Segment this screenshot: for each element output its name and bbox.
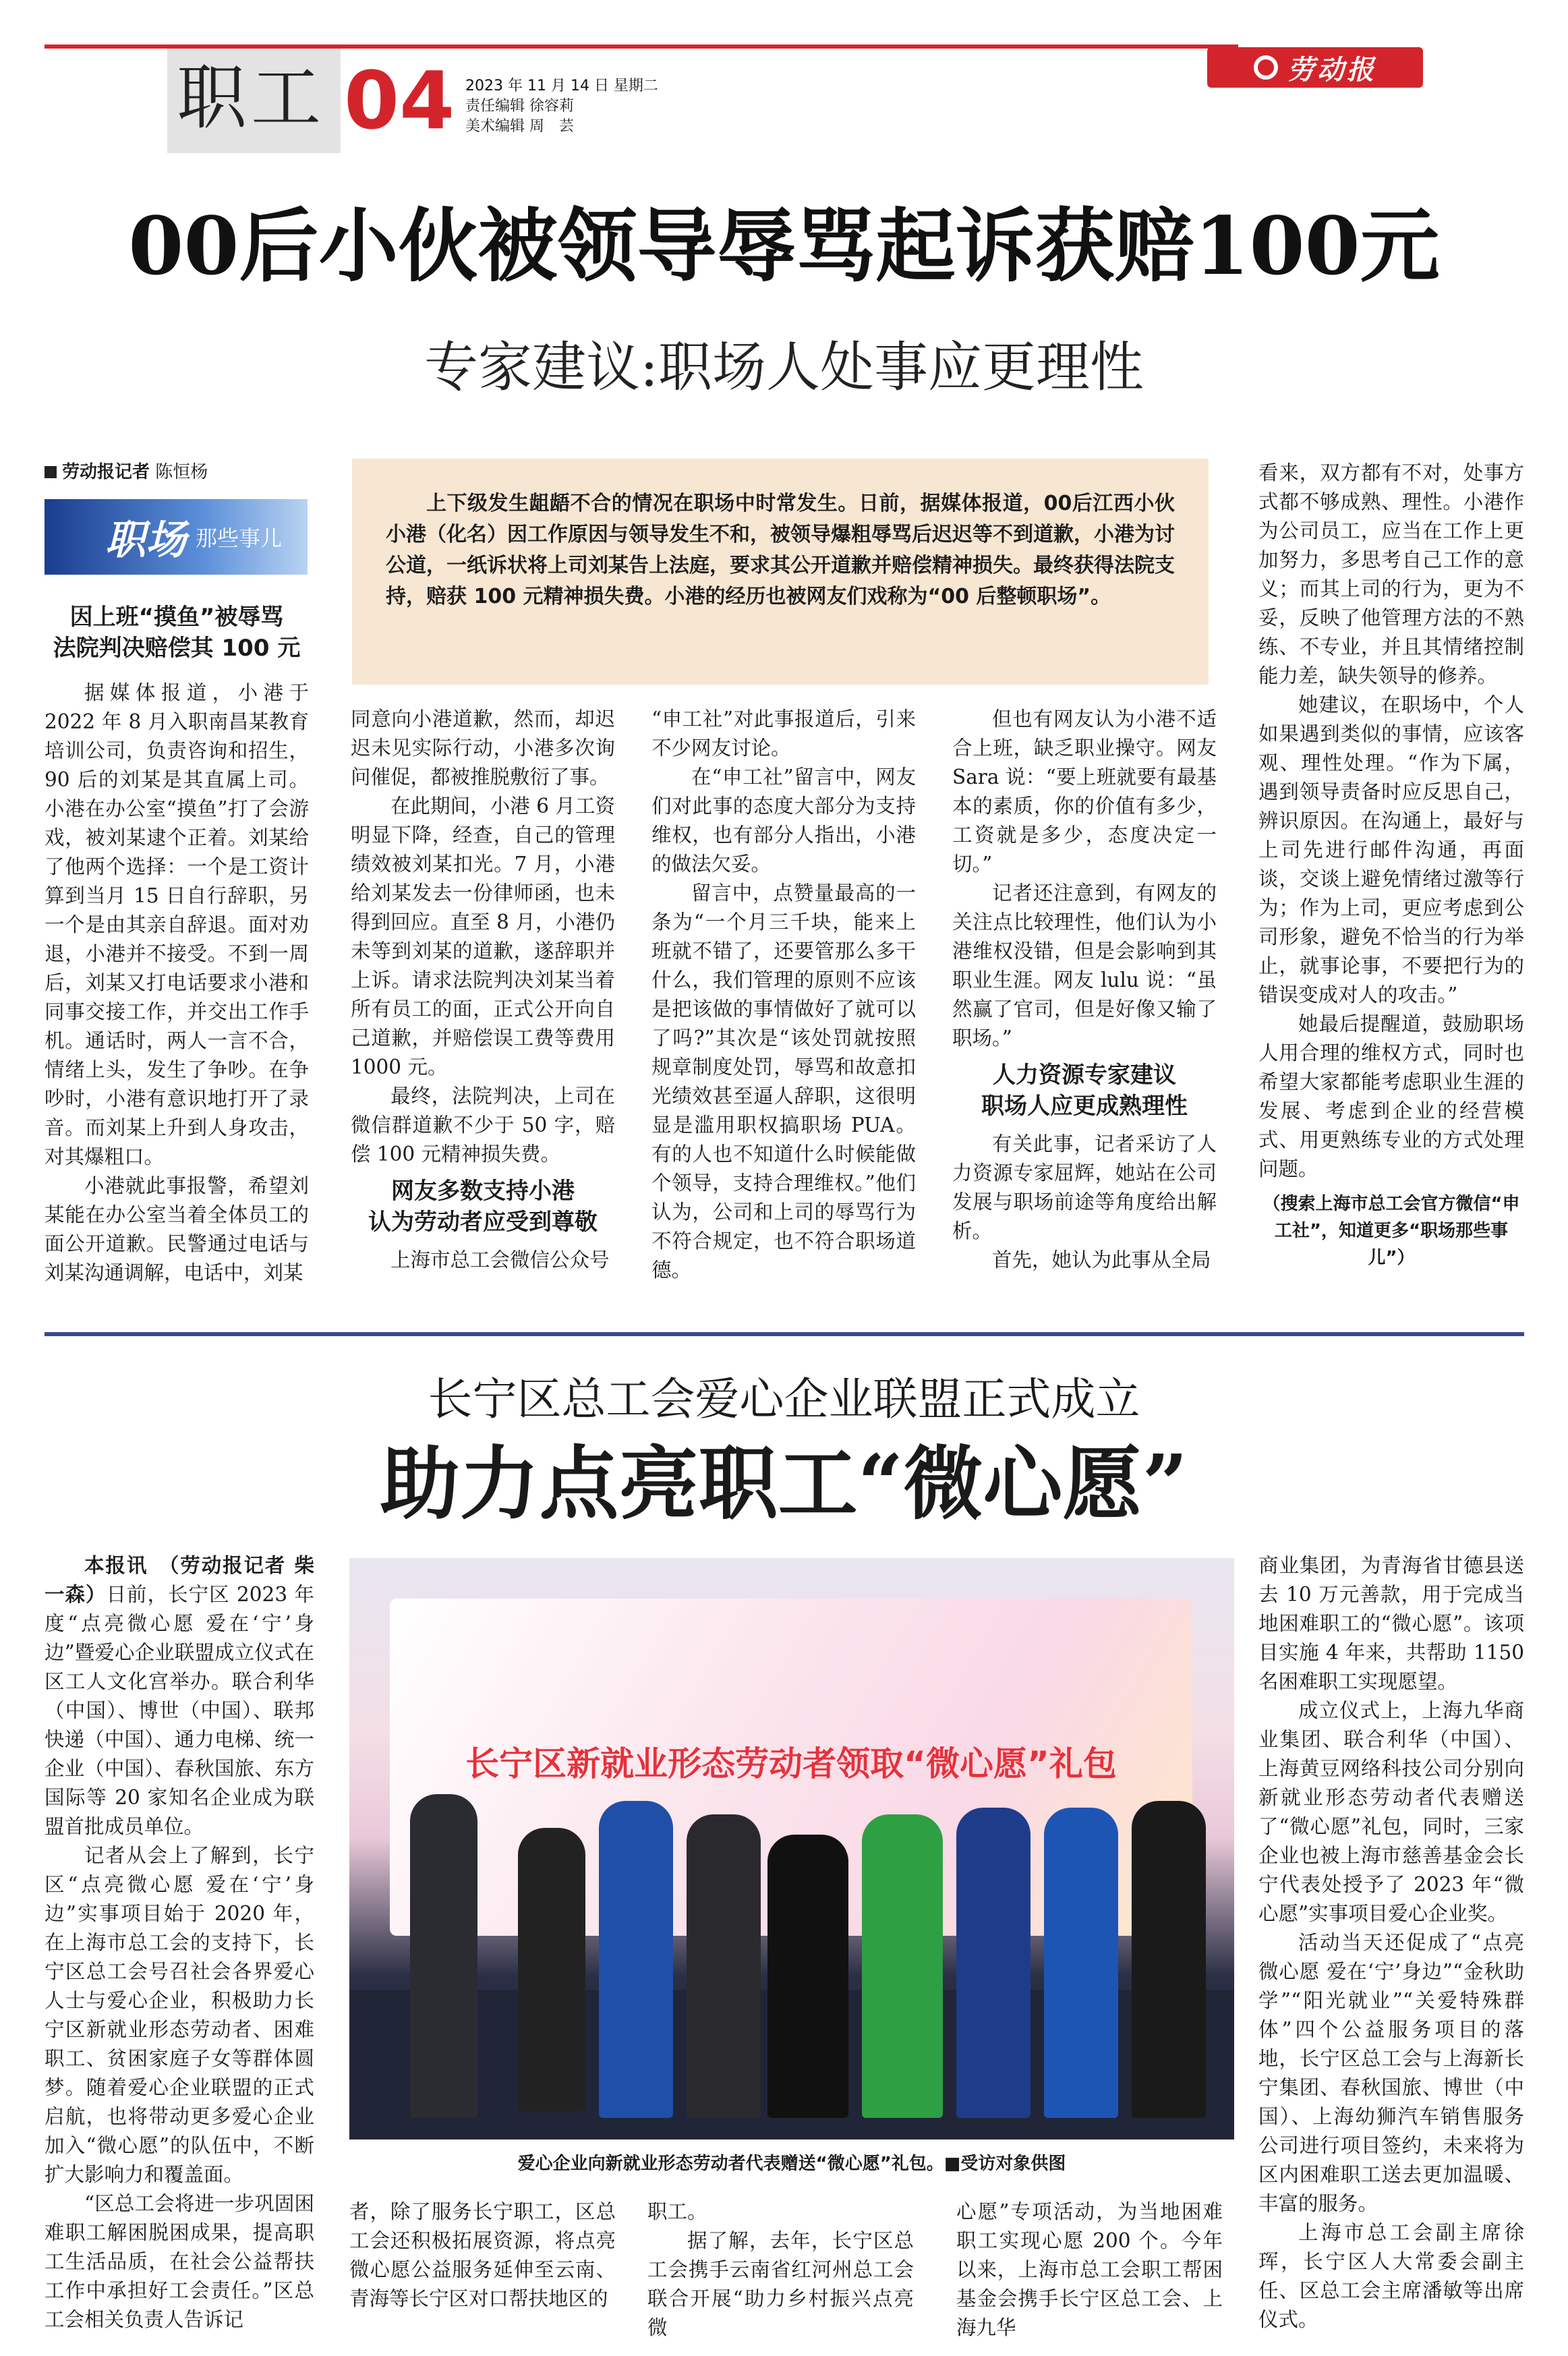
col4-paragraph: 有关此事，记者采访了人力资源专家屈辉，她站在公司发展与职场前途等角度给出解析。 <box>952 1132 1217 1242</box>
logo-mark-icon <box>1254 55 1278 80</box>
event-photo <box>349 1558 1234 2139</box>
story2-bottom-column-2 <box>647 2197 914 2339</box>
col5-note: （搜索上海市总工会官方微信“申工社”，知道更多“职场那些事儿”） <box>1262 1194 1520 1268</box>
story2-bottom-column-3 <box>956 2197 1223 2339</box>
col1-paragraph: 据媒体报道，小港于 2022 年 8 月入职南昌某教育培训公司，负责咨询和招生，90 后的刘某是其直属上司。小港在办公室“摸鱼”打了会游戏，被刘某逮个正着。刘某给了他两个选择：一个是工资计算到当月 15 日自行辞职，另一个是由其亲自辞退。面对劝退，小港并不接受。不到一周后，刘某又打电话要求小港和同事交接工作，并交出工作手机。通话时，两人一言不合，情绪上头，发生了争吵。在争吵时，小港有意识地打开了录音。而刘某上升到人身攻击，对其爆粗口。 <box>45 681 309 1168</box>
column-banner-main: 职场 <box>105 517 186 564</box>
story2-right-paragraph: 上海市总工会副主席徐珲，长宁区人大常委会副主任、区总工会主席潘敏等出席仪式。 <box>1258 2221 1524 2331</box>
col2-paragraph: 上海市总工会微信公众号 <box>390 1248 610 1271</box>
column-banner <box>45 499 308 575</box>
col4-paragraph: 但也有网友认为小港不适合上班，缺乏职业操守。网友 Sara 说：“要上班就要有最基本的素质，你的价值有多少，工资就是多少，态度决定一切。” <box>952 708 1217 875</box>
person-figure <box>599 1801 673 2118</box>
person-figure <box>767 1835 848 2118</box>
person-figure <box>687 1814 761 2118</box>
col5-paragraph: 她建议，在职场中，个人如果遇到类似的事情，应该客观、理性处理。“作为下属，遇到领导责备时应反思自己，辨识原因。在沟通上，最好与上司先进行邮件沟通，再面谈，交谈上避免情绪过激等行为；作为上司，更应考虑到公司形象，避免不恰当的行为举止，就事论事，不要把行为的错误变成对人的攻击。” <box>1258 693 1524 1006</box>
story2-right-paragraph: 活动当天还促成了“点亮微心愿 爱在‘宁’身边”“金秋助学”“阳光就业”“关爱特殊群体”四个公益服务项目的落地，长宁区总工会与上海新长宁集团、春秋国旅、博世（中国）、上海幼狮汽车销售服务公司进行项目签约，未来将为区内困难职工送去更加温暖、丰富的服务。 <box>1258 1931 1524 2215</box>
story2-kicker: 长宁区总工会爱心企业联盟正式成立 <box>428 1373 1140 1425</box>
col5-paragraph: 看来，双方都有不对，处事方式都不够成熟、理性。小港作为公司员工，应当在工作上更加努力，多思考自己工作的意义；而其上司的行为，更为不妥，反映了他管理方法的不熟练、不专业，并且其情绪控制能力差，缺失领导的修养。 <box>1258 461 1524 687</box>
col4-heading: 人力资源专家建议 职场人应更成熟理性 <box>981 1062 1188 1120</box>
story2-left-column <box>45 1551 314 2331</box>
person-figure <box>956 1808 1030 2118</box>
col4-paragraph: 首先，她认为此事从全局 <box>992 1248 1211 1271</box>
story2-right-paragraph: 商业集团，为青海省甘德县送去 10 万元善款，用于完成当地困难职工的“微心愿”。该项目实施 4 年来，共帮助 1150 名困难职工实现愿望。 <box>1258 1554 1524 1693</box>
person-figure <box>410 1794 477 2118</box>
col2-paragraph: 同意向小港道歉，然而，却迟迟未见实际行动，小港多次询问催促，都被推脱敷衍了事。 <box>351 708 615 788</box>
story2-bottom-column-1 <box>349 2197 616 2319</box>
story1-column-5 <box>1258 459 1524 1288</box>
col2-heading: 网友多数支持小港 认为劳动者应受到尊敬 <box>368 1178 598 1236</box>
story2-text: 日前，长宁区 2023 年度“点亮微心愿 爱在‘宁’身边”暨爱心企业联盟成立仪式在区工人文化宫举办。联合利华（中国）、博世（中国）、联邦快递（中国）、通力电梯、统一企业（中国）、春秋国旅、东方国际等 20 家知名企业成为联盟首批成员单位。 <box>45 1583 314 1838</box>
page-number: 04 <box>344 54 455 147</box>
issue-date: 2023 年 11 月 14 日 星期二 <box>465 78 658 94</box>
story2-bottom-paragraph: 职工。 <box>647 2200 707 2223</box>
story2-bottom-paragraph: 据了解，去年，长宁区总工会携手云南省红河州总工会联合开展“助力乡村振兴点亮微 <box>647 2229 914 2339</box>
column-banner-sub: 那些事儿 <box>196 525 283 551</box>
person-figure <box>862 1814 943 2118</box>
responsible-editor: 责任编辑 徐容莉 <box>465 98 574 115</box>
byline <box>45 459 314 486</box>
col1-heading: 因上班“摸鱼”被辱骂 法院判决赔偿其 100 元 <box>53 604 301 662</box>
lead-paragraph: 上下级发生龃龉不合的情况在职场中时常发生。日前，据媒体报道，00后江西小伙小港（化名）因工作原因与领导发生不和，被领导爆粗辱骂后迟迟等不到道歉，小港为讨公道，一纸诉状将上司刘某告上法庭，要求其公开道歉并赔偿精神损失。最终获得法院支持，赔获 100 元精神损失费。小港的经历也被网友们戏称为“00 后整顿职场”。 <box>386 492 1175 608</box>
story2-left-paragraph: 记者从会上了解到，长宁区“点亮微心愿 爱在‘宁’身边”实事项目始于 2020 年，在上海市总工会的支持下，长宁区总工会号召社会各界爱心人士与爱心企业，积极助力长宁区新就业形态劳动者、困难职工、贫困家庭子女等群体圆梦。随着爱心企业联盟的正式启航，也将带动更多爱心企业加入“微心愿”的队伍中，不断扩大影响力和覆盖面。 <box>45 1844 314 2186</box>
story2-bottom-paragraph: 心愿”专项活动，为当地困难职工实现心愿 200 个。今年以来，上海市总工会职工帮困基金会携手长宁区总工会、上海九华 <box>956 2200 1223 2339</box>
col5-paragraph: 她最后提醒道，鼓励职场人用合理的维权方式，同时也希望大家都能考虑职业生涯的发展、考虑到企业的经营模式、用更熟练专业的方式处理问题。 <box>1258 1012 1524 1180</box>
masthead-logo <box>1207 47 1423 88</box>
col3-paragraph: 留言中，点赞量最高的一条为“一个月三千块，能来上班就不错了，还要管那么多干什么，我们管理的原则不应该是把该做的事情做好了就可以了吗?”其次是“该处罚就按照规章制度处罚，辱骂和故意扣光绩效甚至逼人辞职，这很明显是滥用职权搞职场 PUA。有的人也不知道什么时候能做个领导，支持合理维权。”他们认为，公司和上司的辱骂行为不符合规定，也不符合职场道德。 <box>651 882 916 1282</box>
photo-caption: 爱心企业向新就业形态劳动者代表赠送“微心愿”礼包。■受访对象供图 <box>517 2154 1066 2174</box>
story1-column-3 <box>651 705 916 1288</box>
byline-name: 陈恒杨 <box>155 462 208 482</box>
lead-box <box>352 459 1209 685</box>
art-editor: 美术编辑 周 芸 <box>465 118 574 135</box>
story2-right-paragraph: 成立仪式上，上海九华商业集团、联合利华（中国）、上海黄豆网络科技公司分别向新就业形态劳动者代表赠送了“微心愿”礼包，同时，三家企业也被上海市慈善基金会长宁代表处授予了 2023 年“微心愿”实事项目爱心企业奖。 <box>1258 1699 1524 1925</box>
story1-column-2 <box>351 705 615 1288</box>
story2-right-column <box>1258 1551 1524 2331</box>
col1-paragraph: 小港就此事报警，希望刘某能在办公室当着全体员工的面公开道歉。民警通过电话与刘某沟通调解，电话中，刘某 <box>45 1174 309 1284</box>
story1-subheadline: 专家建议:职场人处事应更理性 <box>424 336 1144 399</box>
person-figure <box>1044 1808 1118 2118</box>
story1-column-1 <box>45 594 309 1288</box>
col4-paragraph: 记者还注意到，有网友的关注点比较理性，他们认为小港维权没错，但是会影响到其职业生涯。网友 lulu 说：“虽然赢了官司，但是好像又输了职场。” <box>952 882 1217 1050</box>
col2-paragraph: 最终，法院判决，上司在微信群道歉不少于 50 字，赔偿 100 元精神损失费。 <box>351 1085 615 1166</box>
story2-left-paragraph <box>45 1551 314 1841</box>
story2-left-paragraph: “区总工会将进一步巩固困难职工解困脱困成果，提高职工生活品质，在社会公益帮扶工作中承担好工会责任。”区总工会相关负责人告诉记 <box>45 2192 314 2331</box>
section-divider <box>45 1332 1524 1336</box>
story1-column-4 <box>952 705 1217 1288</box>
story2-byline: 本报讯 （劳动报记者 柴一森） <box>45 1554 314 1606</box>
paper-name: 劳动报 <box>1287 53 1376 86</box>
col3-paragraph: “申工社”对此事报道后，引来不少网友讨论。 <box>651 708 916 759</box>
byline-square-icon <box>45 466 57 478</box>
byline-label: 劳动报记者 <box>62 462 150 482</box>
col2-paragraph: 在此期间，小港 6 月工资明显下降，经查，自己的管理绩效被刘某扣光。7 月，小港给刘某发去一份律师函，也未得到回应。直至 8 月，小港仍未等到刘某的道歉，遂辞职并上诉。请求法院判决刘某当着所有员工的面，正式公开向自己道歉，并赔偿误工费等费用 1000 元。 <box>351 795 615 1079</box>
story2-headline: 助力点亮职工“微心愿” <box>380 1437 1188 1530</box>
person-figure <box>518 1828 585 2111</box>
col3-paragraph: 在“申工社”留言中，网友们对此事的态度大部分为支持维权，也有部分人指出，小港的做法欠妥。 <box>651 766 916 875</box>
story2-bottom-paragraph: 者，除了服务长宁职工，区总工会还积极拓展资源，将点亮微心愿公益服务延伸至云南、青海等长宁区对口帮扶地区的 <box>349 2200 616 2310</box>
person-figure <box>1132 1801 1206 2118</box>
story1-headline: 00后小伙被领导辱骂起诉获赔100元 <box>128 199 1440 293</box>
photo-banner-text: 长宁区新就业形态劳动者领取“微心愿”礼包 <box>465 1744 1117 1783</box>
section-title: 职工 <box>177 57 326 139</box>
